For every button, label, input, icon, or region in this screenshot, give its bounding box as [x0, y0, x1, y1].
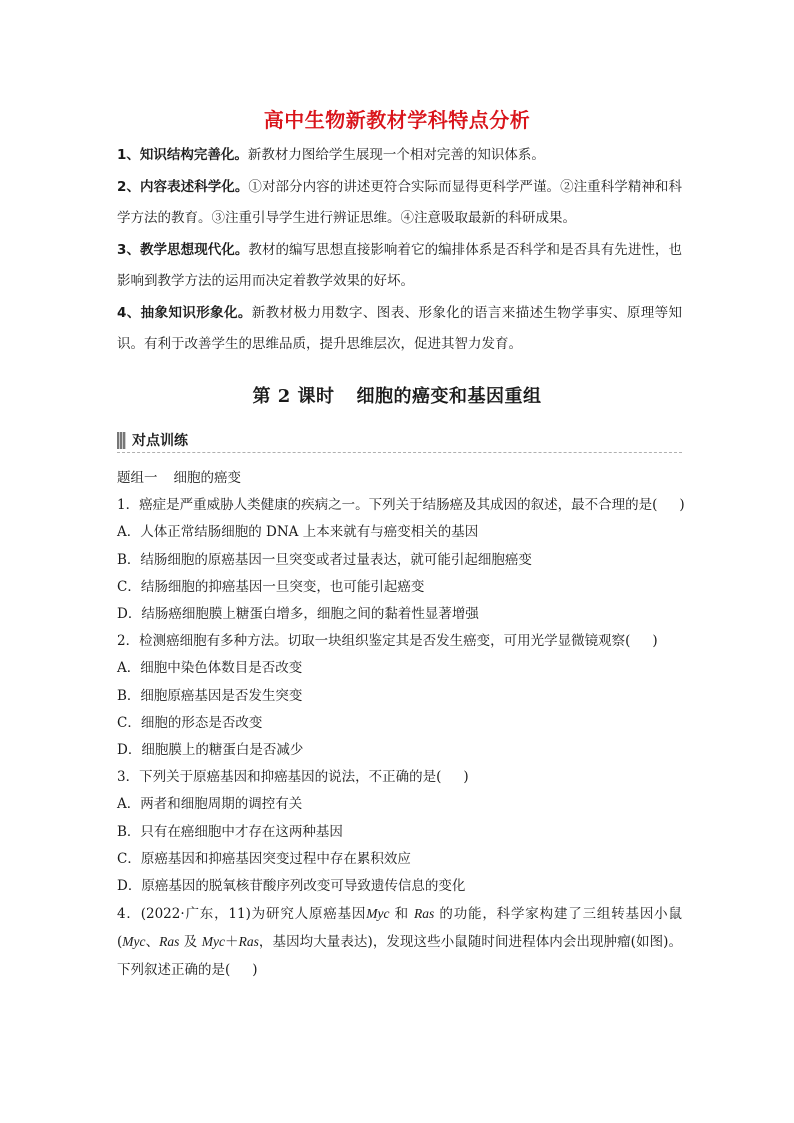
- group-title: 题组一 细胞的癌变: [117, 470, 241, 486]
- intro-lead: 4、抽象知识形象化。: [117, 304, 252, 321]
- gene-name: Ras: [238, 934, 259, 950]
- question-stem: 1．癌症是严重威胁人类健康的疾病之一。下列关于结肠癌及其成因的叙述，最不合理的是( ): [117, 497, 685, 514]
- intro-paragraph: [117, 140, 682, 172]
- intro-text: 新教材力图给学生展现一个相对完善的知识体系。: [247, 147, 545, 163]
- lesson-name: 细胞的癌变和基因重组: [356, 386, 542, 407]
- intro-paragraph: [117, 172, 682, 235]
- question-stem: 2．检测癌细胞有多种方法。切取一块组织鉴定其是否发生癌变，可用光学显微镜观察( ): [117, 633, 658, 650]
- question-option: C．细胞的形态是否改变: [117, 714, 263, 731]
- question-list: [117, 465, 685, 984]
- lesson-number: 第 2 课时: [252, 386, 335, 407]
- gene-name: Ras: [159, 934, 180, 950]
- intro-section: [117, 140, 682, 361]
- question-stem: 4．(2022·广东，11)为研究人原癌基因Myc 和 Ras 的功能，科学家构建了三组转基因小鼠(Myc、Ras 及 Myc＋Ras，基因均大量表达)，发现这些小鼠随时间进程体内会出现肿瘤(如图)。下列叙述正确的是( ): [117, 906, 683, 978]
- gene-name: Myc: [122, 934, 146, 950]
- question-option: B．细胞原癌基因是否发生突变: [117, 687, 303, 704]
- question-option: D．结肠癌细胞膜上糖蛋白增多，细胞之间的黏着性显著增强: [117, 606, 479, 623]
- section-header: [117, 430, 188, 450]
- intro-text: ①对部分内容的讲述更符合实际而显得更科学严谨。②注重科学精神和科学方法的教育。③注重引导学生进行辨证思维。④注意吸取最新的科研成果。: [117, 178, 682, 226]
- intro-lead: 1、知识结构完善化。: [117, 147, 248, 163]
- intro-text: 教材的编写思想直接影响着它的编排体系是否科学和是否具有先进性，也影响到教学方法的运用而决定着教学效果的好坏。: [117, 241, 682, 289]
- question-option: B．只有在癌细胞中才存在这两种基因: [117, 823, 343, 840]
- section-marker-icon: [117, 432, 126, 449]
- question-option: A．人体正常结肠细胞的 DNA 上本来就有与癌变相关的基因: [117, 524, 479, 541]
- section-label: 对点训练: [132, 433, 188, 449]
- question-option: D．细胞膜上的糖蛋白是否减少: [117, 742, 304, 759]
- gene-name: Myc: [366, 906, 390, 922]
- question-option: D．原癌基因的脱氧核苷酸序列改变可导致遗传信息的变化: [117, 878, 466, 895]
- question-option: C．原癌基因和抑癌基因突变过程中存在累积效应: [117, 850, 411, 867]
- question-option: A．细胞中染色体数目是否改变: [117, 660, 303, 677]
- intro-paragraph: [117, 298, 682, 361]
- intro-paragraph: [117, 235, 682, 298]
- question-option: B．结肠细胞的原癌基因一旦突变或者过量表达，就可能引起细胞癌变: [117, 551, 532, 568]
- gene-name: Ras: [414, 906, 435, 922]
- intro-lead: 3、教学思想现代化。: [117, 241, 249, 258]
- page-title: 高中生物新教材学科特点分析: [263, 108, 531, 132]
- intro-text: 新教材极力用数字、图表、形象化的语言来描述生物学事实、原理等知识。有利于改善学生的思维品质，提升思维层次，促进其智力发育。: [117, 304, 682, 352]
- question-option: A．两者和细胞周期的调控有关: [117, 796, 303, 813]
- question-option: C．结肠细胞的抑癌基因一旦突变，也可能引起癌变: [117, 578, 425, 595]
- lesson-title: [0, 382, 794, 408]
- section-divider: [117, 452, 682, 453]
- question-stem: 3．下列关于原癌基因和抑癌基因的说法，不正确的是( ): [117, 769, 469, 786]
- gene-name: Myc: [201, 934, 225, 950]
- intro-lead: 2、内容表述科学化。: [117, 178, 249, 195]
